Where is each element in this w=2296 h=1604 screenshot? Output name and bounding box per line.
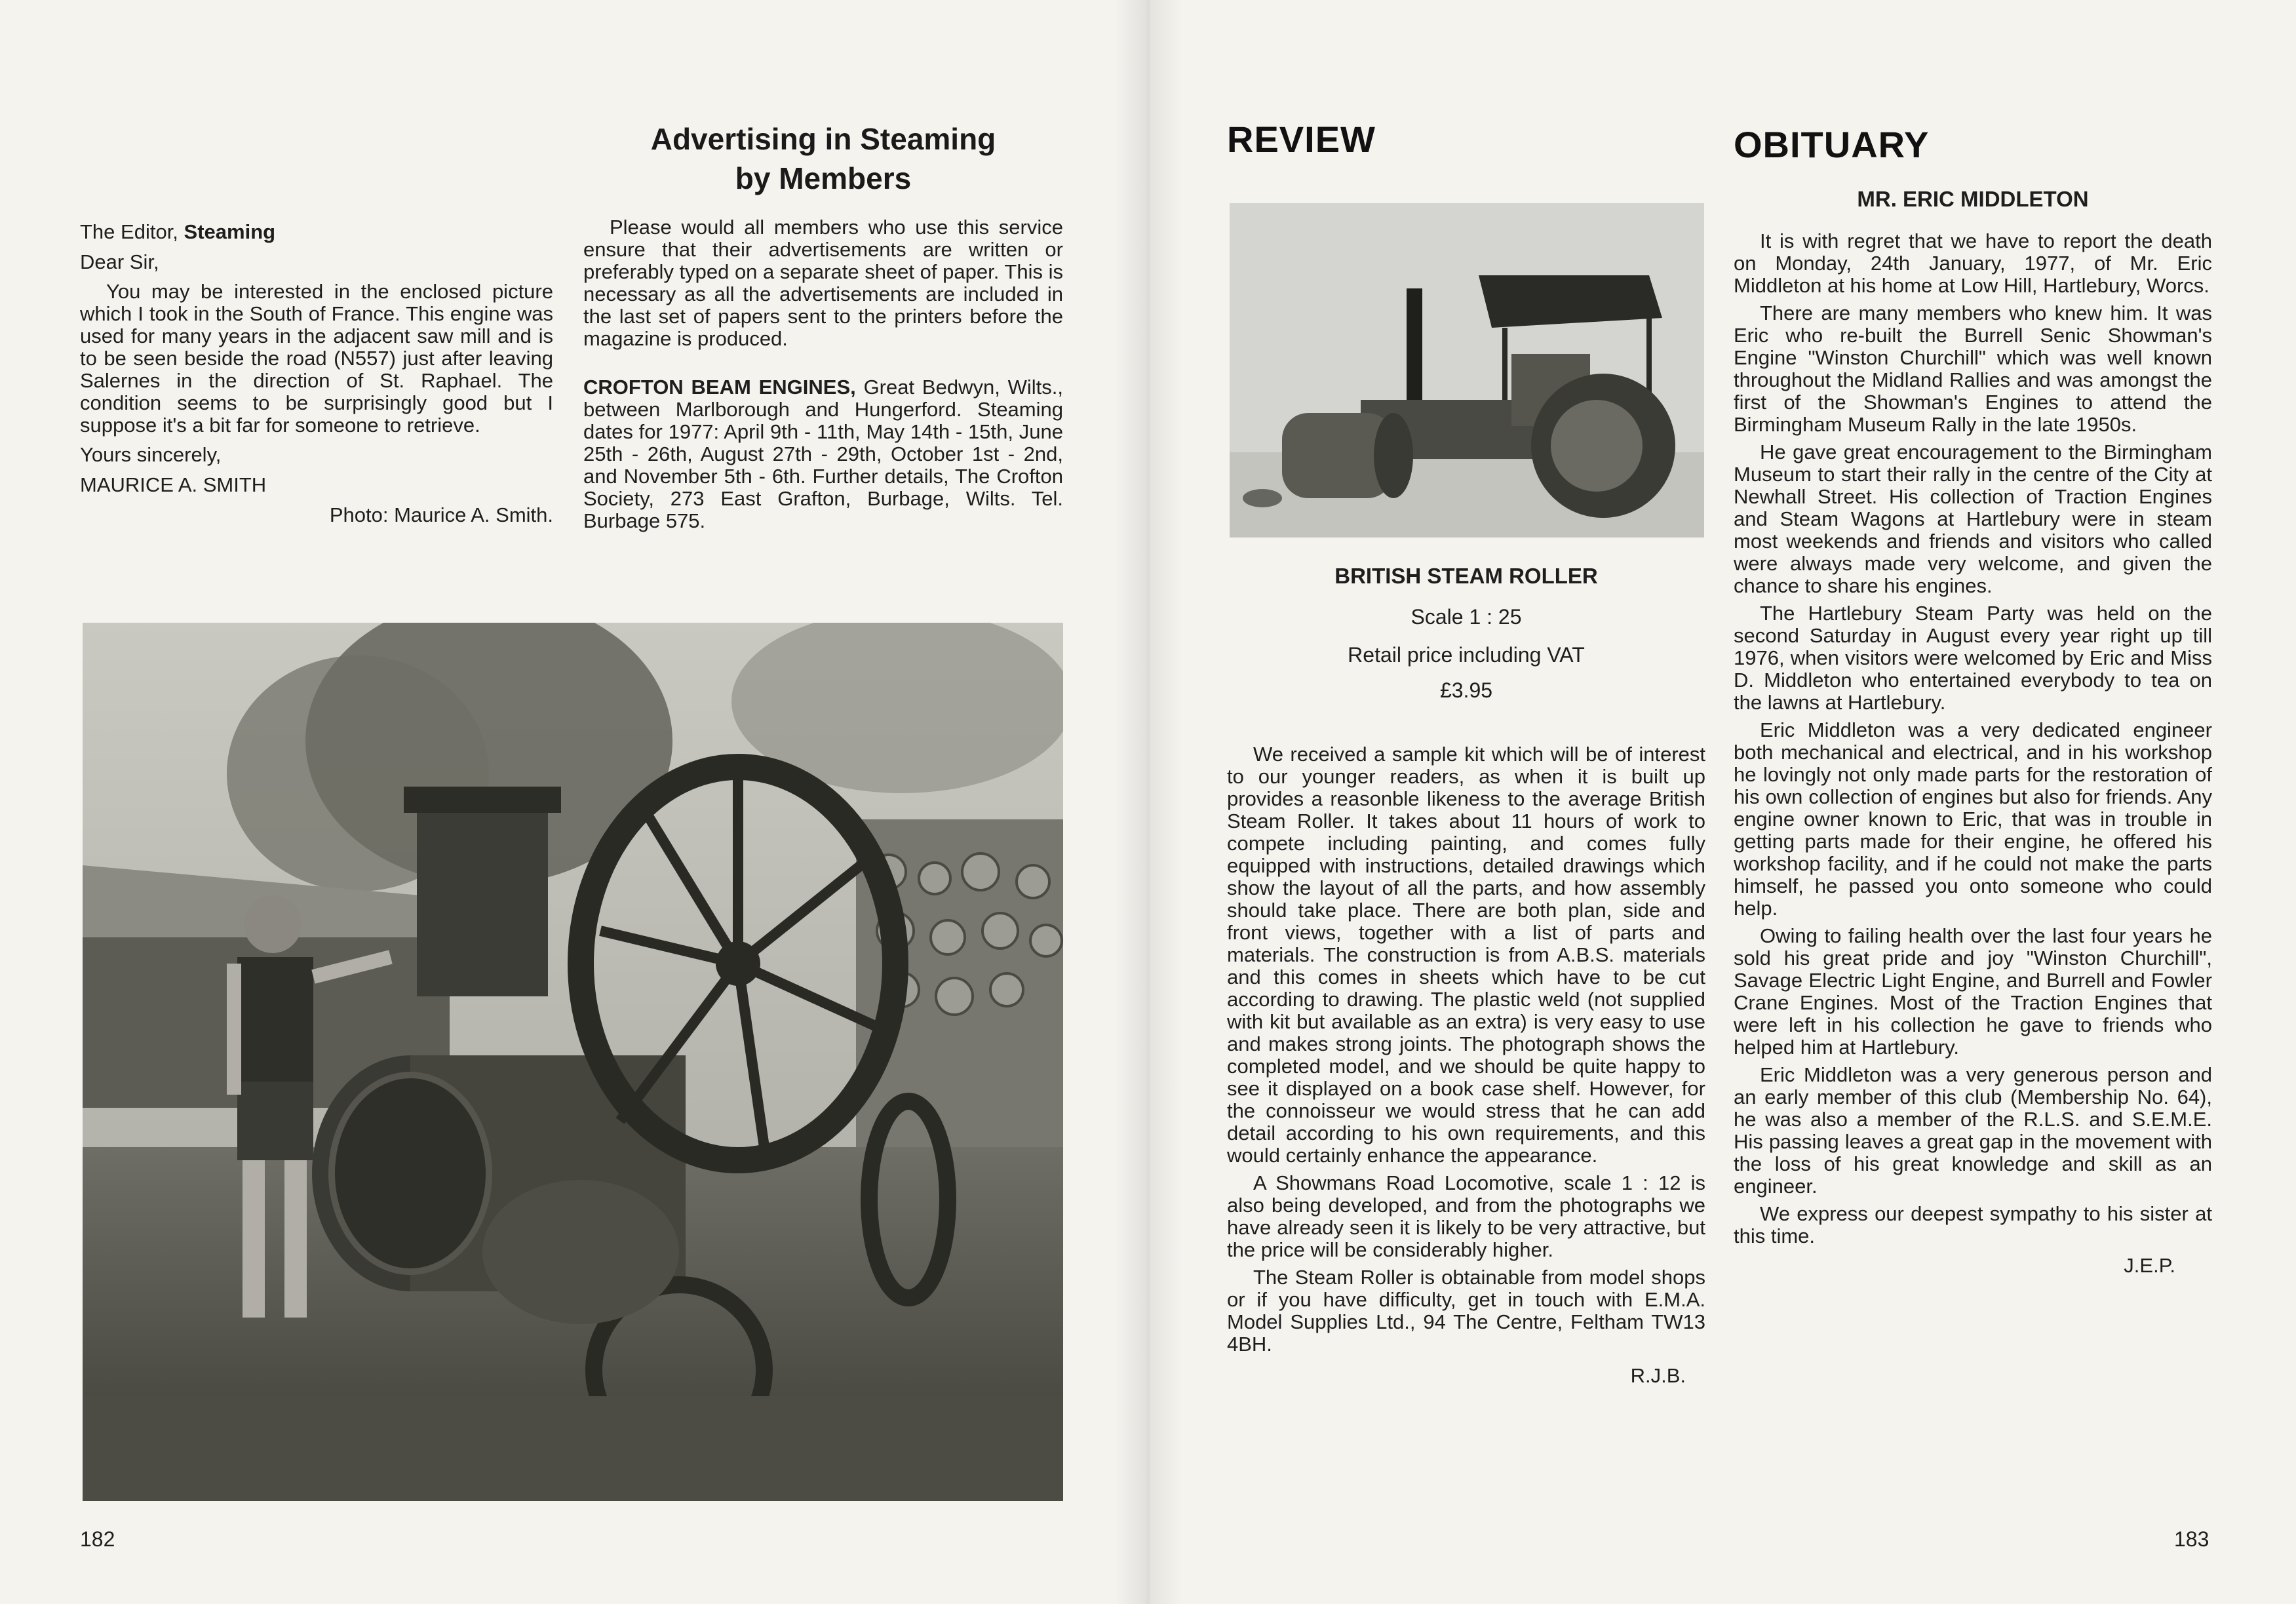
steam-roller-model-photo xyxy=(1230,203,1704,538)
advertising-body: Please would all members who use this service ensure that their advertisements are written or preferably typed on a separate sheet of paper. This is necessary as all the advertisements are included in the last set of papers sent to the printers before the magazine is produced. xyxy=(583,216,1063,350)
steam-roller-illustration xyxy=(1230,203,1704,538)
obituary-paragraph: We express our deepest sympathy to his sister at this time. xyxy=(1734,1202,2212,1247)
engine-photo-illustration xyxy=(83,623,1063,1501)
review-product-info xyxy=(1227,564,1705,704)
obituary-paragraph: It is with regret that we have to report the death on Monday, 24th January, 1977, of Mr. Eric Middleton at his home at Low Hill, Hartlebury, Worcs. xyxy=(1734,229,2212,297)
obituary-section xyxy=(1734,123,2212,1278)
review-paragraph: The Steam Roller is obtainable from model shops or if you have difficulty, get in touch with E.M.A. Model Supplies Ltd., 94 The Centre, Feltham TW13 4BH. xyxy=(1227,1266,1705,1356)
page-number-right: 183 xyxy=(2174,1527,2209,1551)
product-title: BRITISH STEAM ROLLER xyxy=(1334,564,1598,588)
advertising-section xyxy=(583,119,1063,538)
obituary-paragraph: There are many members who knew him. It was Eric who re-built the Burrell Senic Showman's Engine "Winston Churchill" which was well known throughout the Midland Rallies and was amongst the first of the Showman's Engines to attend the Birmingham Museum Rally in the late 1950s. xyxy=(1734,302,2212,436)
letter-addressee: The Editor, Steaming xyxy=(80,220,276,243)
obituary-paragraph: The Hartlebury Steam Party was held on the second Saturday in August every year right up till 1976, when visitors were welcomed by Eric and Miss D. Middleton who entertained everybody to tea on the lawns at Hartlebury. xyxy=(1734,602,2212,714)
product-scale: Scale 1 : 25 xyxy=(1411,605,1522,629)
review-signature: R.J.B. xyxy=(1630,1364,1686,1387)
crofton-advert-body: Great Bedwyn, Wilts., between Marlborough and Hungerford. Steaming dates for 1977: April 9th - 11th, May 14th - 15th, June 25th - 26th, August 27th - 29th, October 1st - 2nd, and November 5th - 6th. Further details, The Crofton Society, 273 East Grafton, Burbage, Wilts. Tel. Burbage 575. xyxy=(583,376,1063,532)
obituary-paragraph: He gave great encouragement to the Birmingham Museum to start their rally in the centre of the City at Newhall Street. His collection of Traction Engines and Steam Wagons at Hartlebury were in steam most weekends and friends and visitors who called were always made very welcome, and given the chance to share his engines. xyxy=(1734,440,2212,597)
book-gutter xyxy=(1114,0,1182,1604)
letter-to-editor xyxy=(80,220,553,534)
review-section xyxy=(1227,118,1705,161)
crofton-advert xyxy=(583,376,1063,532)
letter-body: You may be interested in the enclosed picture which I took in the South of France. This engine was used for many years in the adjacent saw mill and is to be seen beside the road (N557) just after leaving Salernes in the direction of St. Raphael. The condition seems to be surprisingly good but I suppose it's a bit far for someone to retrieve. xyxy=(80,280,553,437)
crofton-advert-title: CROFTON BEAM ENGINES, xyxy=(583,376,856,399)
obituary-paragraph: Owing to failing health over the last four years he sold his great pride and joy "Winston Churchill", Savage Electric Light Engine, and Burrell and Fowler Crane Engines. Most of the Traction Engines that were left in his collection he gave to friends who helped him at Hartlebury. xyxy=(1734,924,2212,1059)
letter-closing: Yours sincerely, xyxy=(80,443,222,466)
right-page xyxy=(1148,0,2296,1604)
price-label: Retail price including VAT xyxy=(1348,643,1585,667)
advertising-heading: Advertising in Steaming by Members xyxy=(650,122,996,195)
letter-salutation: Dear Sir, xyxy=(80,250,159,273)
product-price: £3.95 xyxy=(1439,678,1493,702)
obituary-paragraph: Eric Middleton was a very generous person and an early member of this club (Membership No. 64), he was also a member of the R.L.S. and S.E.M.E. His passing leaves a great gap in the movement with the loss of his great knowledge and skill as an engineer. xyxy=(1734,1063,2212,1198)
letter-signature: MAURICE A. SMITH xyxy=(80,473,267,496)
stationary-engine-photo xyxy=(83,623,1063,1501)
obituary-heading: OBITUARY xyxy=(1734,124,1930,165)
review-paragraph: We received a sample kit which will be of interest to our younger readers, as when it is built up provides a reasonble likeness to the average British Steam Roller. It takes about 11 hours of work to compete including painting, and comes fully equipped with instructions, detailed drawings which show the layout of all the parts, and how assembly should take place. There are both plan, side and front views, together with a list of parts and materials. The construction is from A.B.S. materials and this comes in sheets which have to be cut according to drawing. The plastic weld (not supplied with kit but available as an extra) is very easy to use and makes strong joints. The photograph shows the completed model, and we should be quite happy to see it displayed on a book case shelf. However, for the connoisseur we would stress that he can add detail according to his own requirements, and this would certainly enhance the appearance. xyxy=(1227,743,1705,1167)
review-body xyxy=(1227,743,1705,1387)
page-number-left: 182 xyxy=(80,1527,115,1551)
obituary-signature: J.E.P. xyxy=(2124,1254,2175,1277)
photo-credit: Photo: Maurice A. Smith. xyxy=(329,503,553,526)
obituary-paragraph: Eric Middleton was a very dedicated engineer both mechanical and electrical, and in his workshop he lovingly not only made parts for the restoration of his own collection of engines but also for friends. Any engine owner known to Eric, that was in trouble in getting parts made for their engine, he offered his workshop facility, and if he could not make the parts himself, he passed you onto someone who could help. xyxy=(1734,718,2212,920)
review-heading: REVIEW xyxy=(1227,119,1376,160)
obituary-subject: MR. ERIC MIDDLETON xyxy=(1857,187,2089,211)
review-paragraph: A Showmans Road Locomotive, scale 1 : 12 is also being developed, and from the photographs we have already seen it is likely to be very attractive, but the price will be considerably higher. xyxy=(1227,1171,1705,1261)
